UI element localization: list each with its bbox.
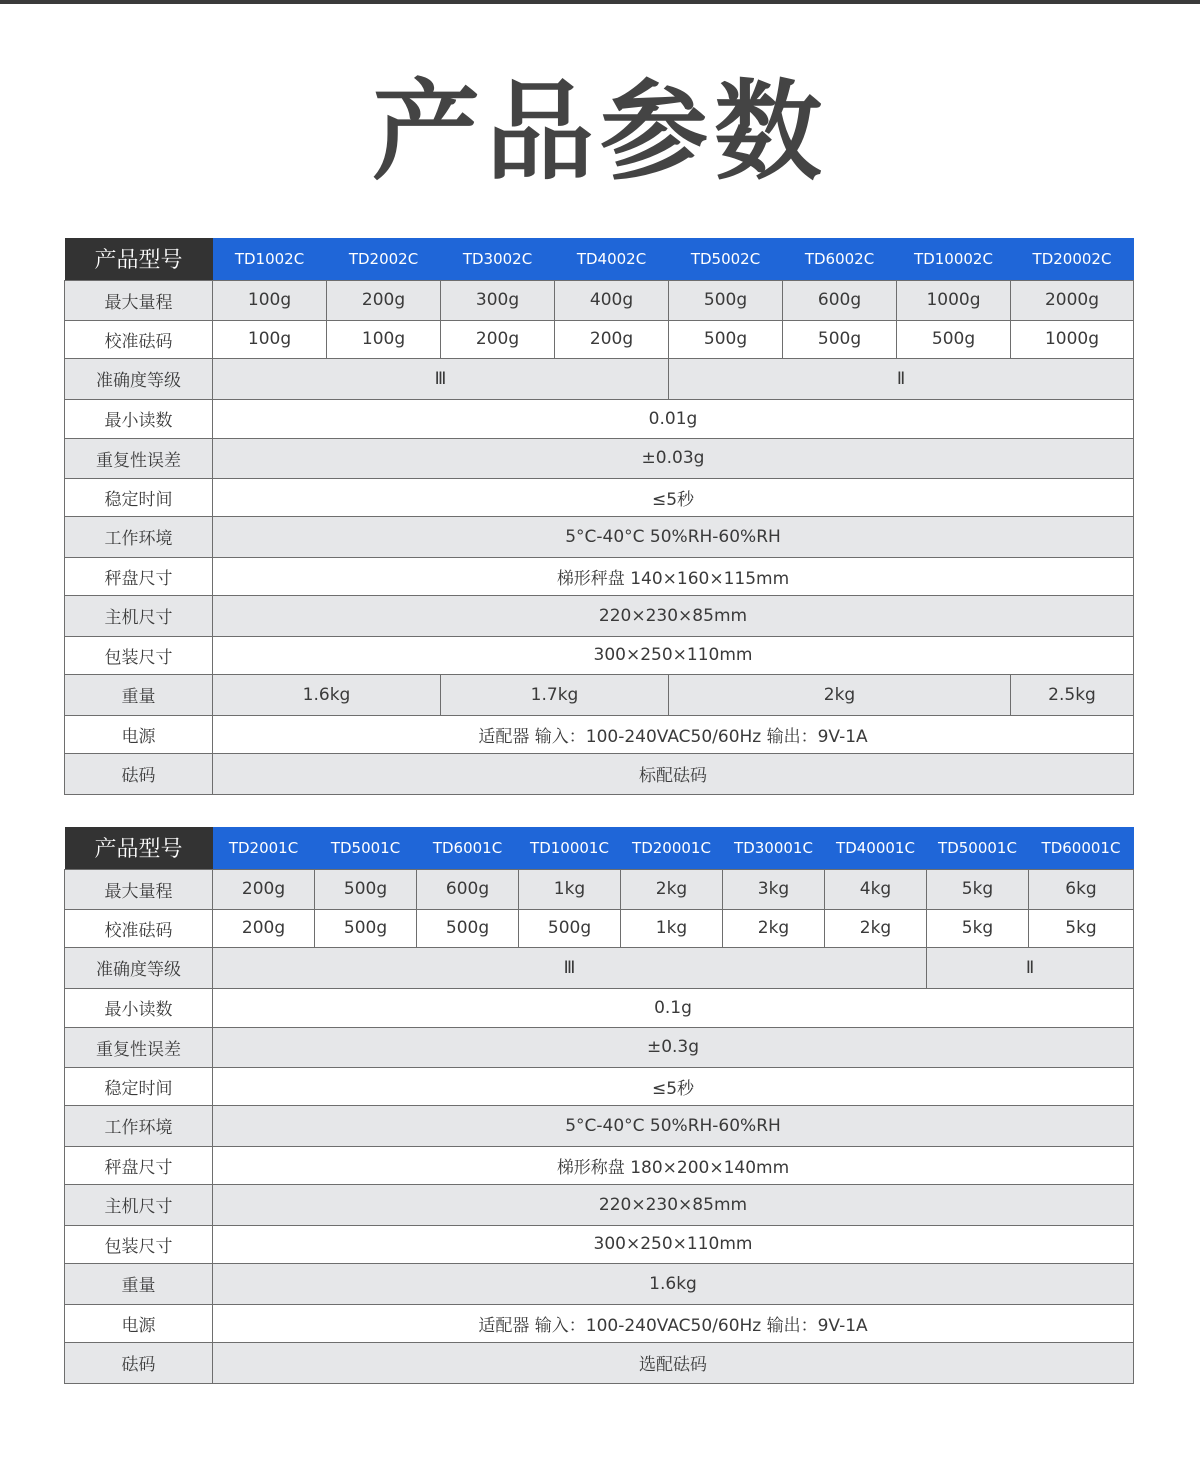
table-row (65, 869, 1134, 909)
row-label: 包装尺寸 (65, 1225, 213, 1263)
row-label: 重量 (65, 674, 213, 715)
model-cell: TD5001C (315, 827, 417, 869)
value-cell: 0.1g (213, 988, 1134, 1027)
row-label: 秤盘尺寸 (65, 557, 213, 595)
value-cell: 600g (417, 869, 519, 909)
row-label: 秤盘尺寸 (65, 1146, 213, 1184)
value-cell: 6kg (1029, 869, 1134, 909)
value-cell: 5kg (1029, 909, 1134, 947)
row-label: 最大量程 (65, 869, 213, 909)
table-row (65, 1342, 1134, 1383)
table-row (65, 595, 1134, 636)
table-row (65, 1067, 1134, 1105)
value-cell: 1000g (1011, 320, 1134, 358)
value-cell: Ⅲ (213, 358, 669, 399)
row-label: 准确度等级 (65, 947, 213, 988)
value-cell: ≤5秒 (213, 478, 1134, 516)
value-cell: 梯形秤盘 140×160×115mm (213, 557, 1134, 595)
value-cell: 1kg (519, 869, 621, 909)
value-cell: ±0.3g (213, 1027, 1134, 1067)
value-cell: 1.6kg (213, 1263, 1134, 1304)
value-cell: 200g (441, 320, 555, 358)
model-cell: TD60001C (1029, 827, 1134, 869)
value-cell: 500g (783, 320, 897, 358)
value-cell: 300g (441, 280, 555, 320)
model-cell: TD1002C (213, 238, 327, 280)
value-cell: 梯形称盘 180×200×140mm (213, 1146, 1134, 1184)
value-cell: 220×230×85mm (213, 1184, 1134, 1225)
row-label: 工作环境 (65, 516, 213, 557)
model-cell: TD2001C (213, 827, 315, 869)
value-cell: 500g (669, 320, 783, 358)
value-cell: 选配砝码 (213, 1342, 1134, 1383)
value-cell: 100g (327, 320, 441, 358)
value-cell: 2000g (1011, 280, 1134, 320)
model-cell: TD4002C (555, 238, 669, 280)
value-cell: Ⅱ (927, 947, 1134, 988)
value-cell: 1.7kg (441, 674, 669, 715)
table-row (65, 753, 1134, 794)
table-row (65, 636, 1134, 674)
table-row (65, 438, 1134, 478)
row-label: 重量 (65, 1263, 213, 1304)
spec-table-2 (64, 827, 1134, 1384)
value-cell: 5kg (927, 869, 1029, 909)
table-row (65, 1027, 1134, 1067)
value-cell: ≤5秒 (213, 1067, 1134, 1105)
row-label: 准确度等级 (65, 358, 213, 399)
value-cell: Ⅲ (213, 947, 927, 988)
table-row (65, 320, 1134, 358)
model-cell: TD40001C (825, 827, 927, 869)
value-cell: 300×250×110mm (213, 636, 1134, 674)
header-label: 产品型号 (65, 238, 213, 280)
table-row (65, 399, 1134, 438)
value-cell: 1kg (621, 909, 723, 947)
value-cell: 100g (213, 320, 327, 358)
value-cell: 5kg (927, 909, 1029, 947)
row-label: 稳定时间 (65, 478, 213, 516)
value-cell: 200g (327, 280, 441, 320)
row-label: 校准砝码 (65, 909, 213, 947)
model-cell: TD20001C (621, 827, 723, 869)
value-cell: 600g (783, 280, 897, 320)
value-cell: 500g (315, 869, 417, 909)
value-cell: 1000g (897, 280, 1011, 320)
table-row (65, 988, 1134, 1027)
row-label: 电源 (65, 1304, 213, 1342)
header-label: 产品型号 (65, 827, 213, 869)
model-cell: TD20002C (1011, 238, 1134, 280)
row-label: 最大量程 (65, 280, 213, 320)
value-cell: Ⅱ (669, 358, 1134, 399)
model-cell: TD10002C (897, 238, 1011, 280)
value-cell: 5°C-40°C 50%RH-60%RH (213, 516, 1134, 557)
value-cell: 2kg (723, 909, 825, 947)
value-cell: 200g (213, 869, 315, 909)
model-cell: TD3002C (441, 238, 555, 280)
value-cell: 500g (897, 320, 1011, 358)
table-row (65, 947, 1134, 988)
model-cell: TD30001C (723, 827, 825, 869)
value-cell: 2kg (621, 869, 723, 909)
table-row (65, 827, 1134, 869)
value-cell: 2.5kg (1011, 674, 1134, 715)
table-row (65, 1146, 1134, 1184)
value-cell: 适配器 输入：100-240VAC50/60Hz 输出：9V-1A (213, 715, 1134, 753)
value-cell: 适配器 输入：100-240VAC50/60Hz 输出：9V-1A (213, 1304, 1134, 1342)
row-label: 主机尺寸 (65, 595, 213, 636)
value-cell: 4kg (825, 869, 927, 909)
row-label: 包装尺寸 (65, 636, 213, 674)
row-label: 重复性误差 (65, 1027, 213, 1067)
value-cell: 200g (213, 909, 315, 947)
value-cell: 1.6kg (213, 674, 441, 715)
table-row (65, 280, 1134, 320)
row-label: 砝码 (65, 753, 213, 794)
value-cell: 3kg (723, 869, 825, 909)
row-label: 电源 (65, 715, 213, 753)
value-cell: ±0.03g (213, 438, 1134, 478)
value-cell: 500g (315, 909, 417, 947)
value-cell: 400g (555, 280, 669, 320)
model-cell: TD2002C (327, 238, 441, 280)
model-cell: TD10001C (519, 827, 621, 869)
row-label: 工作环境 (65, 1105, 213, 1146)
model-cell: TD6001C (417, 827, 519, 869)
table-row (65, 1184, 1134, 1225)
table-row (65, 909, 1134, 947)
value-cell: 5°C-40°C 50%RH-60%RH (213, 1105, 1134, 1146)
value-cell: 500g (417, 909, 519, 947)
table-row (65, 715, 1134, 753)
row-label: 稳定时间 (65, 1067, 213, 1105)
table-row (65, 478, 1134, 516)
model-cell: TD50001C (927, 827, 1029, 869)
page-title: 产品参数 (371, 70, 828, 195)
table-row (65, 516, 1134, 557)
table-row (65, 1263, 1134, 1304)
model-cell: TD5002C (669, 238, 783, 280)
row-label: 主机尺寸 (65, 1184, 213, 1225)
value-cell: 220×230×85mm (213, 595, 1134, 636)
value-cell: 2kg (825, 909, 927, 947)
table-row (65, 674, 1134, 715)
table-row (65, 1105, 1134, 1146)
value-cell: 200g (555, 320, 669, 358)
value-cell: 2kg (669, 674, 1011, 715)
row-label: 最小读数 (65, 399, 213, 438)
table-row (65, 1225, 1134, 1263)
table-row (65, 1304, 1134, 1342)
top-divider (0, 0, 1200, 4)
row-label: 重复性误差 (65, 438, 213, 478)
value-cell: 500g (519, 909, 621, 947)
table-row (65, 358, 1134, 399)
value-cell: 100g (213, 280, 327, 320)
row-label: 砝码 (65, 1342, 213, 1383)
value-cell: 标配砝码 (213, 753, 1134, 794)
model-cell: TD6002C (783, 238, 897, 280)
value-cell: 500g (669, 280, 783, 320)
table-row (65, 238, 1134, 280)
row-label: 校准砝码 (65, 320, 213, 358)
row-label: 最小读数 (65, 988, 213, 1027)
value-cell: 300×250×110mm (213, 1225, 1134, 1263)
table-row (65, 557, 1134, 595)
value-cell: 0.01g (213, 399, 1134, 438)
spec-table-1 (64, 238, 1134, 795)
